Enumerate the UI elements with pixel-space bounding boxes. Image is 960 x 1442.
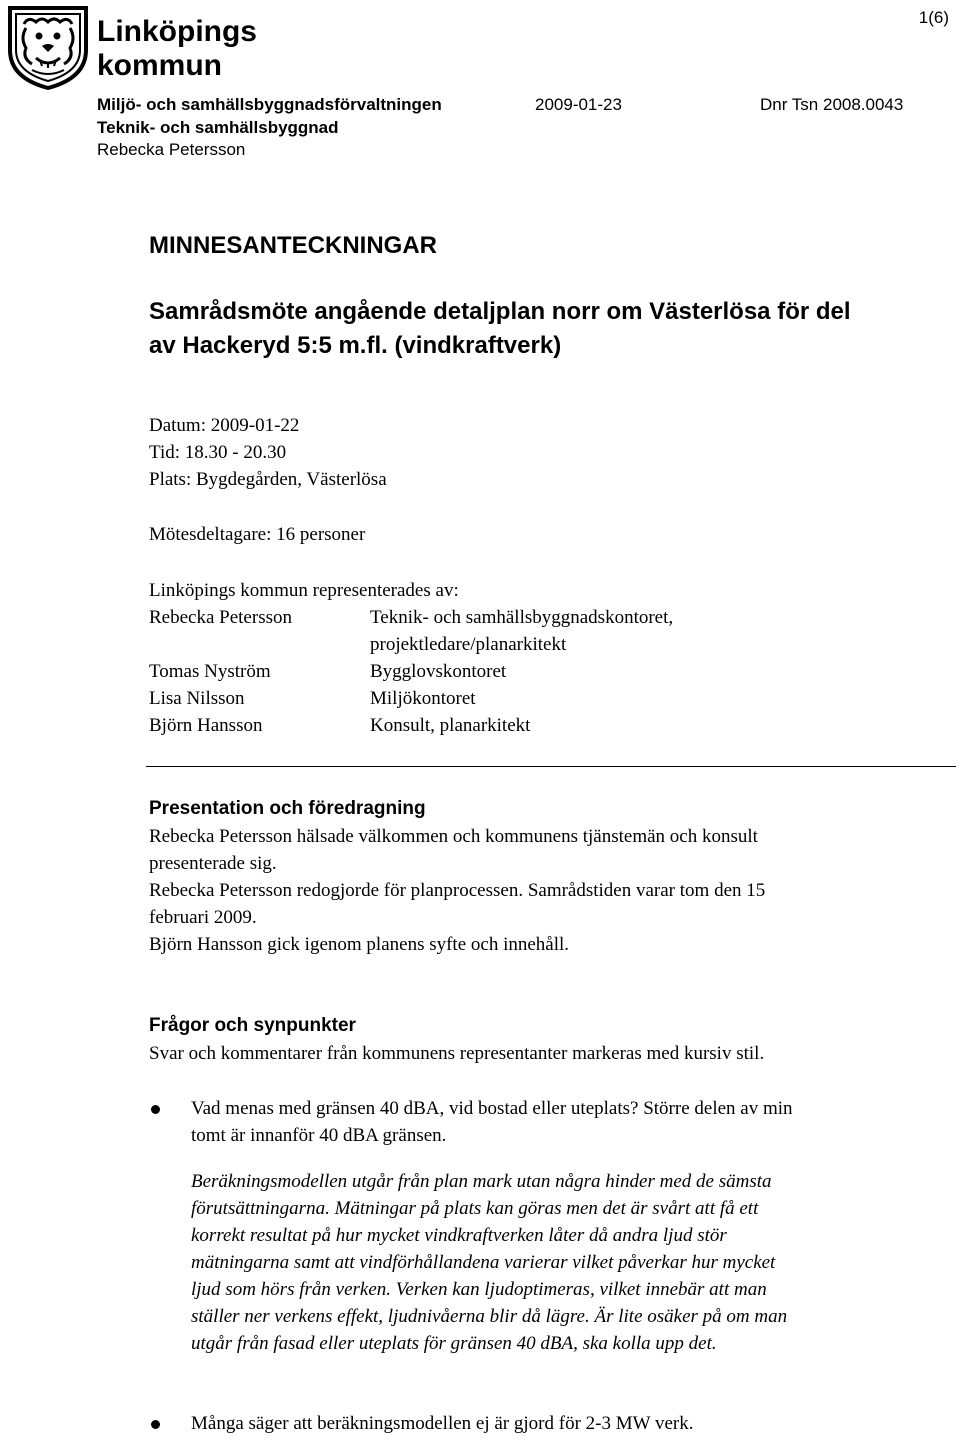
bullet-icon bbox=[151, 1105, 160, 1114]
rep-name: Björn Hansson bbox=[149, 715, 263, 736]
answer-line: utgår från fasad eller uteplats för gränsen 40 dBA, ska kolla upp det. bbox=[191, 1333, 717, 1354]
questions-intro: Svar och kommentarer från kommunens representanter markeras med kursiv stil. bbox=[149, 1043, 765, 1064]
header-date: 2009-01-23 bbox=[535, 95, 622, 114]
document-title: MINNESANTECKNINGAR bbox=[149, 232, 437, 259]
rep-name: Tomas Nyström bbox=[149, 661, 271, 682]
paragraph-line: presenterade sig. bbox=[149, 853, 277, 874]
meeting-place: Plats: Bygdegården, Västerlösa bbox=[149, 469, 387, 490]
answer-line: mätningarna samt att vindförhållandena varierar vilket påverkar hur mycket bbox=[191, 1252, 776, 1273]
rep-role: Teknik- och samhällsbyggnadskontoret, bbox=[370, 607, 674, 628]
section-divider bbox=[146, 766, 956, 767]
paragraph-line: Björn Hansson gick igenom planens syfte och innehåll. bbox=[149, 934, 570, 955]
org-name-line2: kommun bbox=[97, 49, 223, 82]
rep-role: Miljökontoret bbox=[370, 688, 476, 709]
bullet-icon bbox=[151, 1420, 160, 1429]
subject-line2: av Hackeryd 5:5 m.fl. (vindkraftverk) bbox=[149, 332, 562, 359]
questions-heading: Frågor och synpunkter bbox=[149, 1015, 356, 1036]
paragraph-line: februari 2009. bbox=[149, 907, 257, 928]
department: Miljö- och samhällsbyggnadsförvaltningen bbox=[97, 95, 442, 114]
rep-role: Bygglovskontoret bbox=[370, 661, 507, 682]
question-line: Många säger att beräkningsmodellen ej är gjord för 2-3 MW verk. bbox=[191, 1413, 694, 1434]
question-line: Vad menas med gränsen 40 dBA, vid bostad eller uteplats? Större delen av min bbox=[191, 1098, 793, 1119]
answer-line: korrekt resultat på hur mycket vindkraftverken låter då andra ljud stör bbox=[191, 1225, 727, 1246]
rep-name: Lisa Nilsson bbox=[149, 688, 245, 709]
meeting-attendees: Mötesdeltagare: 16 personer bbox=[149, 524, 366, 545]
page-number: 1(6) bbox=[918, 8, 949, 27]
rep-role: projektledare/planarkitekt bbox=[370, 634, 567, 655]
answer-line: ställer ner verkens effekt, ljudnivåerna blir då lägre. Är lite osäker på om man bbox=[191, 1306, 788, 1327]
unit: Teknik- och samhällsbyggnad bbox=[97, 118, 339, 137]
rep-role: Konsult, planarkitekt bbox=[370, 715, 531, 736]
meeting-time: Tid: 18.30 - 20.30 bbox=[149, 442, 287, 463]
answer-line: förutsättningarna. Mätningar på plats kan göras men det är svårt att få ett bbox=[191, 1198, 759, 1219]
linkoping-lion-logo-icon bbox=[6, 4, 90, 90]
reference-number: Dnr Tsn 2008.0043 bbox=[760, 95, 904, 114]
presentation-heading: Presentation och föredragning bbox=[149, 798, 426, 819]
represented-by: Linköpings kommun representerades av: bbox=[149, 580, 459, 601]
author: Rebecka Petersson bbox=[97, 140, 246, 159]
org-name-line1: Linköpings bbox=[97, 15, 257, 48]
meeting-date: Datum: 2009-01-22 bbox=[149, 415, 300, 436]
paragraph-line: Rebecka Petersson redogjorde för planprocessen. Samrådstiden varar tom den 15 bbox=[149, 880, 766, 901]
answer-line: Beräkningsmodellen utgår från plan mark utan några hinder med de sämsta bbox=[191, 1171, 772, 1192]
answer-line: ljud som hörs från verken. Verken kan ljudoptimeras, vilket innebär att man bbox=[191, 1279, 767, 1300]
subject-line1: Samrådsmöte angående detaljplan norr om Västerlösa för del bbox=[149, 298, 851, 325]
paragraph-line: Rebecka Petersson hälsade välkommen och kommunens tjänstemän och konsult bbox=[149, 826, 758, 847]
question-line: tomt är innanför 40 dBA gränsen. bbox=[191, 1125, 447, 1146]
rep-name: Rebecka Petersson bbox=[149, 607, 292, 628]
